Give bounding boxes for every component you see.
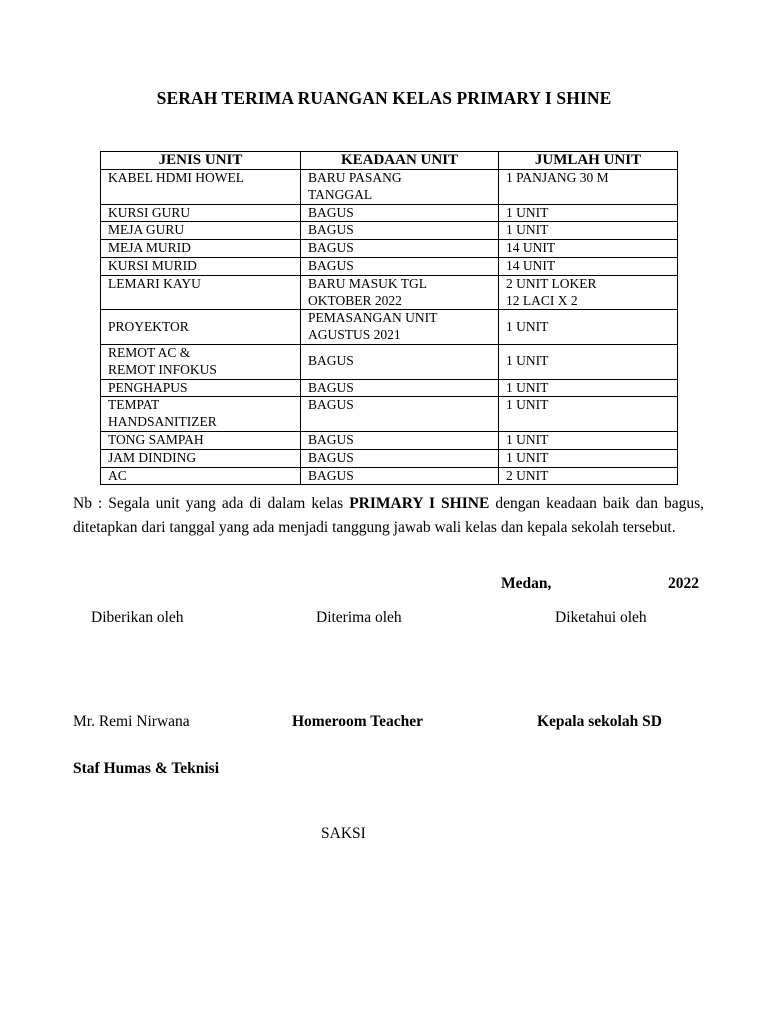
cell-jumlah-unit: 2 UNIT LOKER 12 LACI X 2: [499, 275, 678, 310]
place-label: Medan,: [501, 575, 552, 592]
table-body: [101, 170, 678, 485]
table-row: [101, 275, 678, 310]
note-prefix: Nb : Segala unit yang ada di dalam kelas: [73, 495, 350, 512]
table-row: [101, 344, 678, 379]
given-by-label: Diberikan oleh: [91, 609, 184, 626]
header-keadaan-unit: KEADAAN UNIT: [301, 152, 499, 170]
cell-jenis-unit: MEJA MURID: [101, 240, 301, 258]
table-row: [101, 431, 678, 449]
cell-jumlah-unit: 1 UNIT: [499, 449, 678, 467]
cell-jumlah-unit: 1 UNIT: [499, 222, 678, 240]
giver-name: Mr. Remi Nirwana: [73, 713, 190, 730]
cell-keadaan-unit: BARU PASANG TANGGAL: [301, 170, 499, 205]
table-row: [101, 397, 678, 432]
cell-jenis-unit: LEMARI KAYU: [101, 275, 301, 310]
known-by-label: Diketahui oleh: [555, 609, 647, 626]
table-row: [101, 449, 678, 467]
table-row: [101, 379, 678, 397]
cell-jenis-unit: AC: [101, 467, 301, 485]
cell-jenis-unit: PENGHAPUS: [101, 379, 301, 397]
table-row: [101, 310, 678, 345]
cell-keadaan-unit: BARU MASUK TGL OKTOBER 2022: [301, 275, 499, 310]
document-title: SERAH TERIMA RUANGAN KELAS PRIMARY I SHINE: [156, 88, 612, 108]
note-suffix: dengan keadaan baik dan bagus, ditetapkan dari tanggal yang ada menjadi tanggung jawab wali kelas dan kepala sekolah tersebut.: [73, 495, 705, 536]
year-label: 2022: [668, 575, 699, 592]
cell-jumlah-unit: 1 PANJANG 30 M: [499, 170, 678, 205]
cell-jumlah-unit: 1 UNIT: [499, 204, 678, 222]
header-jumlah-unit: JUMLAH UNIT: [499, 152, 678, 170]
cell-keadaan-unit: BAGUS: [301, 240, 499, 258]
table-row: [101, 222, 678, 240]
cell-jenis-unit: PROYEKTOR: [101, 310, 301, 345]
cell-jumlah-unit: 2 UNIT: [499, 467, 678, 485]
table-header-row: [101, 152, 678, 170]
cell-keadaan-unit: BAGUS: [301, 431, 499, 449]
received-by-label: Diterima oleh: [316, 609, 402, 626]
cell-keadaan-unit: BAGUS: [301, 222, 499, 240]
cell-keadaan-unit: BAGUS: [301, 257, 499, 275]
header-jenis-unit: JENIS UNIT: [101, 152, 301, 170]
cell-keadaan-unit: BAGUS: [301, 449, 499, 467]
cell-jumlah-unit: 1 UNIT: [499, 379, 678, 397]
cell-jenis-unit: KURSI MURID: [101, 257, 301, 275]
cell-jenis-unit: MEJA GURU: [101, 222, 301, 240]
table-row: [101, 170, 678, 205]
cell-keadaan-unit: BAGUS: [301, 344, 499, 379]
witness-label: SAKSI: [321, 825, 366, 842]
cell-jumlah-unit: 1 UNIT: [499, 310, 678, 345]
cell-keadaan-unit: BAGUS: [301, 467, 499, 485]
cell-keadaan-unit: BAGUS: [301, 204, 499, 222]
cell-jumlah-unit: 14 UNIT: [499, 240, 678, 258]
cell-jenis-unit: KURSI GURU: [101, 204, 301, 222]
table-row: [101, 257, 678, 275]
giver-role: Staf Humas & Teknisi: [73, 760, 220, 777]
cell-jenis-unit: KABEL HDMI HOWEL: [101, 170, 301, 205]
cell-jumlah-unit: 14 UNIT: [499, 257, 678, 275]
cell-jumlah-unit: 1 UNIT: [499, 397, 678, 432]
cell-jumlah-unit: 1 UNIT: [499, 431, 678, 449]
cell-jumlah-unit: 1 UNIT: [499, 344, 678, 379]
table-row: [101, 204, 678, 222]
table-row: [101, 240, 678, 258]
knower-name: Kepala sekolah SD: [537, 713, 662, 730]
table-row: [101, 467, 678, 485]
note-paragraph: [73, 492, 704, 540]
cell-jenis-unit: JAM DINDING: [101, 449, 301, 467]
cell-jenis-unit: TEMPAT HANDSANITIZER: [101, 397, 301, 432]
cell-keadaan-unit: BAGUS: [301, 379, 499, 397]
cell-jenis-unit: TONG SAMPAH: [101, 431, 301, 449]
note-class-name: PRIMARY I SHINE: [349, 495, 490, 512]
cell-jenis-unit: REMOT AC & REMOT INFOKUS: [101, 344, 301, 379]
unit-table: [100, 151, 678, 485]
receiver-name: Homeroom Teacher: [292, 713, 424, 730]
cell-keadaan-unit: BAGUS: [301, 397, 499, 432]
cell-keadaan-unit: PEMASANGAN UNIT AGUSTUS 2021: [301, 310, 499, 345]
